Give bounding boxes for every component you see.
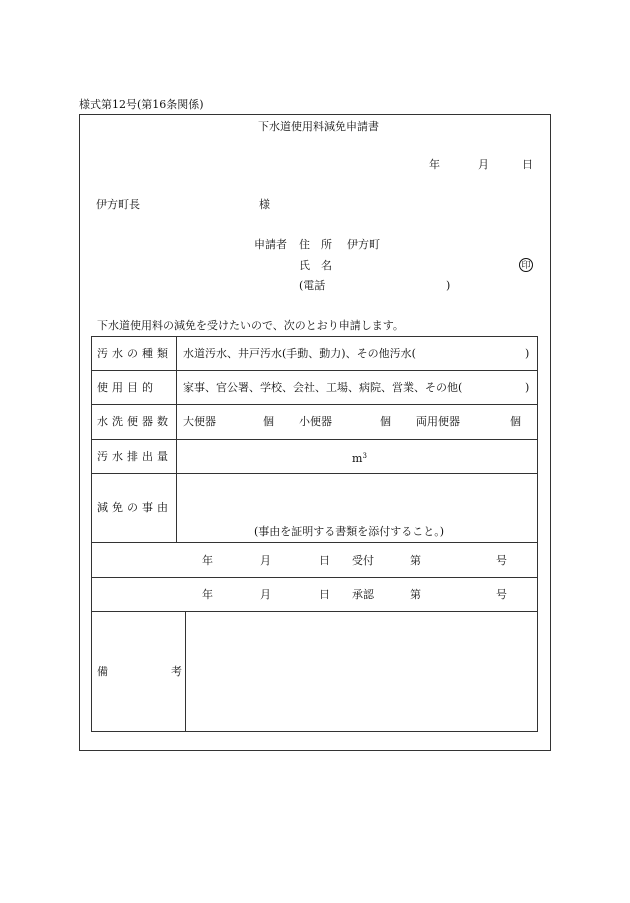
- remarks-label-1: 備: [97, 665, 108, 678]
- dual-toilet-label: 両用便器: [416, 415, 460, 428]
- table-row-divider: [91, 439, 538, 440]
- remarks-column-divider: [185, 611, 186, 731]
- applicant-label: 申請者: [254, 238, 287, 251]
- approval-day: 日: [319, 588, 330, 601]
- sewage-type-close: ): [525, 347, 530, 360]
- reason-label: 減免の事由: [97, 501, 172, 514]
- addressee-name: 伊方町長: [96, 198, 140, 211]
- reception-dai: 第: [410, 554, 421, 567]
- table-row-divider: [91, 404, 538, 405]
- address-label: 住 所: [299, 238, 332, 251]
- label-column-divider: [176, 336, 177, 542]
- form-title: 下水道使用料減免申請書: [258, 120, 379, 133]
- table-row-divider: [91, 370, 538, 371]
- date-year: 年: [429, 158, 440, 171]
- approval-month: 月: [260, 588, 271, 601]
- table-right-border: [537, 336, 538, 731]
- approval-dai: 第: [410, 588, 421, 601]
- sewage-type-label: 汚水の種類: [97, 347, 172, 360]
- large-toilet-unit: 個: [263, 415, 274, 428]
- intro-text: 下水道使用料の減免を受けたいので、次のとおり申請します。: [97, 319, 404, 332]
- approval-go: 号: [496, 588, 507, 601]
- sewage-type-value: 水道汚水、井戸汚水(手動、動力)、その他汚水(: [183, 347, 416, 360]
- discharge-label: 汚水排出量: [97, 450, 172, 463]
- name-label: 氏 名: [299, 259, 332, 272]
- date-day: 日: [522, 158, 533, 171]
- table-top-border: [91, 336, 538, 337]
- table-bottom-border: [91, 731, 538, 732]
- phone-open: (電話: [299, 279, 326, 292]
- approval-kind: 承認: [352, 588, 374, 601]
- purpose-label: 使用目的: [97, 381, 157, 394]
- small-toilet-label: 小便器: [299, 415, 332, 428]
- reception-day: 日: [319, 554, 330, 567]
- address-value: 伊方町: [347, 238, 380, 251]
- approval-year: 年: [202, 588, 213, 601]
- purpose-close: ): [525, 381, 530, 394]
- addressee-honorific: 様: [259, 198, 270, 211]
- reception-year: 年: [202, 554, 213, 567]
- table-row-divider: [91, 473, 538, 474]
- toilet-count-label: 水洗便器数: [97, 415, 172, 428]
- reason-note: (事由を証明する書類を添付すること。): [254, 525, 445, 538]
- large-toilet-label: 大便器: [183, 415, 216, 428]
- form-number: 様式第12号(第16条関係): [79, 98, 204, 111]
- table-left-border: [91, 336, 92, 731]
- table-row-divider: [91, 611, 538, 612]
- table-row-divider: [91, 542, 538, 543]
- form-frame: [79, 114, 551, 751]
- table-row-divider: [91, 577, 538, 578]
- seal-mark: 印: [519, 258, 533, 272]
- purpose-value: 家事、官公署、学校、会社、工場、病院、営業、その他(: [183, 381, 463, 394]
- reception-go: 号: [496, 554, 507, 567]
- remarks-label-2: 考: [171, 665, 182, 678]
- date-month: 月: [478, 158, 489, 171]
- small-toilet-unit: 個: [380, 415, 391, 428]
- discharge-unit: $m^3$: [352, 452, 367, 465]
- reception-month: 月: [260, 554, 271, 567]
- dual-toilet-unit: 個: [510, 415, 521, 428]
- phone-close: ): [446, 279, 451, 292]
- reception-kind: 受付: [352, 554, 374, 567]
